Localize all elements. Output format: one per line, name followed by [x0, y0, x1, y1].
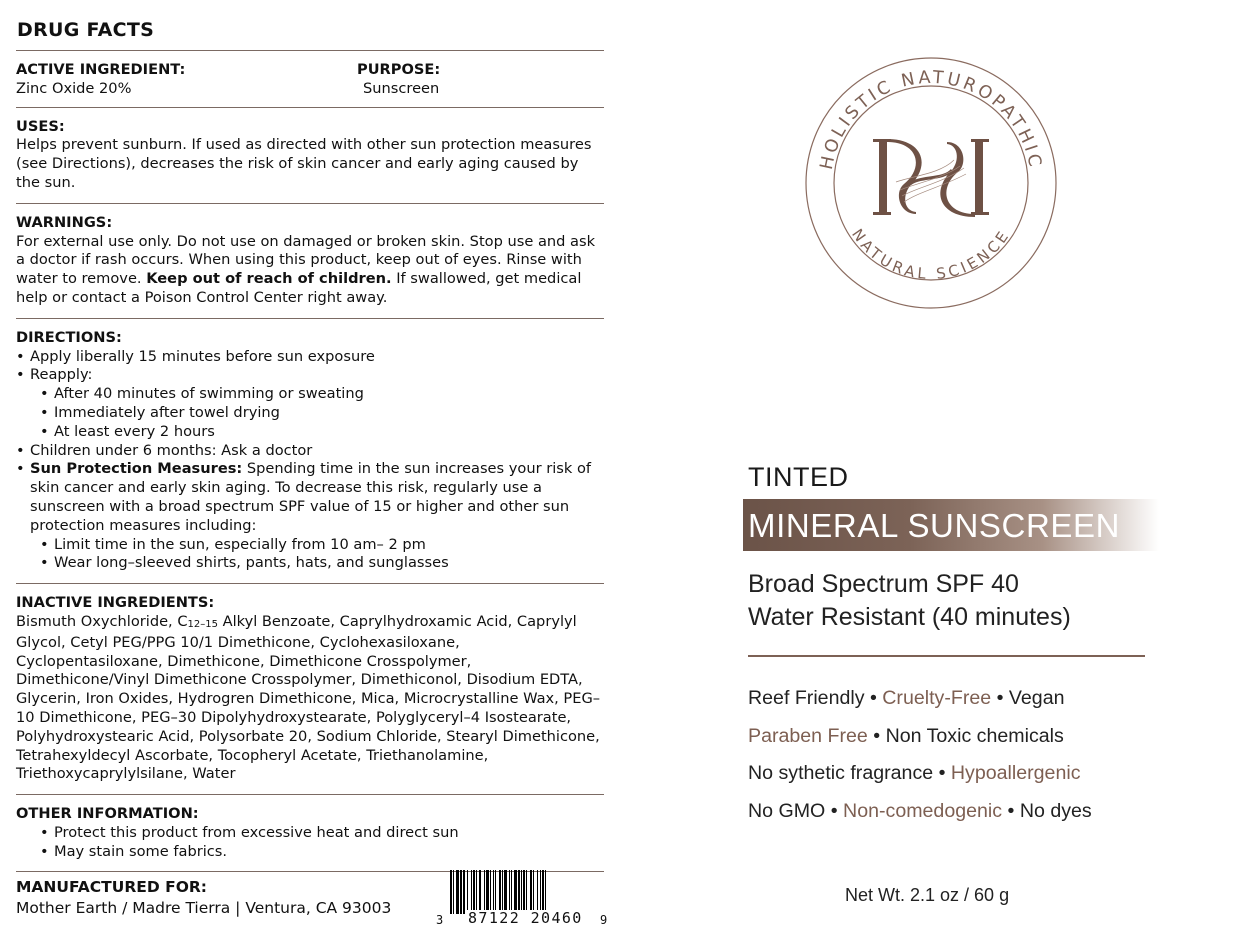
- reapply-item: • Immediately after towel drying: [16, 404, 604, 423]
- logo-monogram: [873, 139, 989, 217]
- directions-section: [16, 319, 604, 583]
- warnings-keep-out: Keep out of reach of children.: [146, 270, 392, 288]
- manufacturer-heading: MANUFACTURED FOR:: [16, 878, 208, 896]
- active-ingredient-value: Zinc Oxide 20%: [16, 79, 132, 97]
- other-info-section: [16, 795, 604, 871]
- reapply-list: [16, 385, 604, 441]
- barcode: [436, 870, 608, 928]
- claim-reef: Reef Friendly: [748, 687, 865, 709]
- claim-gmo: No GMO: [748, 799, 826, 822]
- claim-fragrance: No sythetic fragrance: [748, 762, 934, 784]
- purpose-value: Sunscreen: [363, 79, 440, 97]
- spm-item: • Limit time in the sun, especially from 10 am– 2 pm: [16, 536, 604, 555]
- other-info-heading: OTHER INFORMATION:: [16, 805, 199, 823]
- product-spf-block: [748, 568, 1071, 634]
- spm-text: Spending time in the sun increases your risk of skin cancer and early skin aging. To decrease this risk, regularly use a sunscreen with a broad spectrum SPF value of 15 or higher and other sun protection measures including:: [30, 460, 592, 534]
- warnings-text: [16, 233, 604, 308]
- purpose-heading: PURPOSE:: [357, 61, 441, 78]
- spf-line: Broad Spectrum SPF 40: [748, 570, 1019, 598]
- other-info-list: [16, 824, 604, 862]
- inactive-rest: Alkyl Benzoate, Caprylhydroxamic Acid, Caprylyl Glycol, Cetyl PEG/PPG 10/1 Dimethicone, Cyclohexasiloxane, Cyclopentasiloxane, Dimethicone, Dimethicone Crosspolymer, Dimethicone/Vinyl Dimethicone Crosspolymer, Dimethiconol, Disodium EDTA, Glycerin, Iron Oxides, Hydrogren Dimethicone, Mica, Microcrystalline Wax, PEG–10 Dimethicone, PEG–30 Dipolyhydroxystearate, Polyglyceryl–4 Isostearate, Polyhydroxystearic Acid, Polysorbate 20, Sodium Chloride, Stearyl Dimethicone, Tetrahexyldecyl Ascorbate, Tocopheryl Acetate, Triethanolamine, Triethoxycaprylylsilane, Water: [16, 612, 601, 783]
- uses-text: Helps prevent sunburn. If used as directed with other sun protection measures (see Directions), decreases the risk of skin cancer and early aging caused by the sun.: [16, 136, 592, 191]
- claim-vegan: Vegan: [1008, 687, 1065, 709]
- inactive-section: [16, 584, 604, 794]
- manufacturer-value: Mother Earth / Madre Tierra | Ventura, CA 93003: [16, 899, 392, 917]
- active-ingredient-heading: ACTIVE INGREDIENT:: [16, 61, 186, 78]
- manufacturer-block: [16, 877, 391, 919]
- reapply-item: • After 40 minutes of swimming or sweating: [16, 385, 604, 404]
- barcode-bar: [545, 870, 546, 914]
- warnings-text-2: If swallowed, get medical help or contact a Poison Control Center right away.: [16, 270, 582, 306]
- spm-list: [16, 536, 604, 574]
- barcode-left-digit: 3: [436, 913, 444, 927]
- directions-apply: • Apply liberally 15 minutes before sun exposure: [16, 348, 604, 367]
- barcode-digits: 87122 20460: [468, 909, 583, 927]
- warnings-section: [16, 204, 604, 318]
- warnings-text-1: For external use only. Do not use on damaged or broken skin. Stop use and ask a doctor if rash occurs. When using this product, keep out of eyes. Rinse with water to remove.: [16, 232, 596, 288]
- directions-list: [16, 348, 604, 386]
- directions-reapply: • Reapply:: [16, 366, 604, 385]
- divider: [748, 655, 1145, 657]
- claim-noncomed: Non-comedogenic: [843, 799, 1003, 822]
- claim-hypo: Hypoallergenic: [950, 762, 1081, 784]
- warnings-heading: WARNINGS:: [16, 213, 113, 231]
- inactive-subscript: 12–15: [187, 618, 218, 630]
- product-tinted-label: TINTED: [748, 462, 849, 492]
- product-name: MINERAL SUNSCREEN: [748, 507, 1121, 544]
- claims-line: No sythetic fragrance • Hypoallergenic: [748, 762, 1081, 784]
- claims-line: Reef Friendly • Cruelty-Free • Vegan: [748, 687, 1065, 709]
- claim-cruelty: Cruelty-Free: [882, 687, 992, 709]
- uses-heading: USES:: [16, 117, 65, 135]
- claim-paraben: Paraben Free: [748, 724, 868, 747]
- claims-line: No GMO • Non-comedogenic • No dyes: [748, 799, 1092, 822]
- product-name-band: [743, 499, 1159, 551]
- barcode-right-digit: 9: [600, 913, 608, 927]
- inactive-text: [16, 613, 604, 784]
- product-claims: [748, 680, 1092, 830]
- uses-section: [16, 108, 604, 203]
- inactive-first: Bismuth Oxychloride, C: [16, 612, 188, 630]
- drug-facts-title: DRUG FACTS: [17, 19, 155, 41]
- inactive-heading: INACTIVE INGREDIENTS:: [16, 594, 215, 612]
- spm-heading: Sun Protection Measures:: [30, 460, 243, 478]
- barcode-bars: [450, 870, 594, 914]
- active-ingredient-section: [16, 51, 604, 107]
- logo-top-text: HOLISTIC NATUROPATHIC: [816, 67, 1046, 172]
- reapply-item: • At least every 2 hours: [16, 423, 604, 442]
- claim-nontoxic: Non Toxic chemicals: [885, 724, 1064, 747]
- brand-logo: [804, 56, 1058, 310]
- water-resistant-line: Water Resistant (40 minutes): [748, 603, 1071, 631]
- directions-spm: [16, 460, 604, 535]
- directions-list-2: [16, 442, 604, 536]
- other-info-item: • May stain some fabrics.: [16, 843, 604, 862]
- claim-dyes: No dyes: [1019, 799, 1092, 822]
- other-info-item: • Protect this product from excessive heat and direct sun: [16, 824, 604, 843]
- drug-facts-panel: [16, 18, 604, 872]
- logo-bottom-text: NATURAL SCIENCE: [848, 225, 1014, 284]
- directions-children: • Children under 6 months: Ask a doctor: [16, 442, 604, 461]
- spm-item: • Wear long–sleeved shirts, pants, hats, and sunglasses: [16, 554, 604, 573]
- directions-heading: DIRECTIONS:: [16, 328, 122, 346]
- claims-line: Paraben Free • Non Toxic chemicals: [748, 724, 1064, 747]
- net-weight: Net Wt. 2.1 oz / 60 g: [845, 885, 1010, 905]
